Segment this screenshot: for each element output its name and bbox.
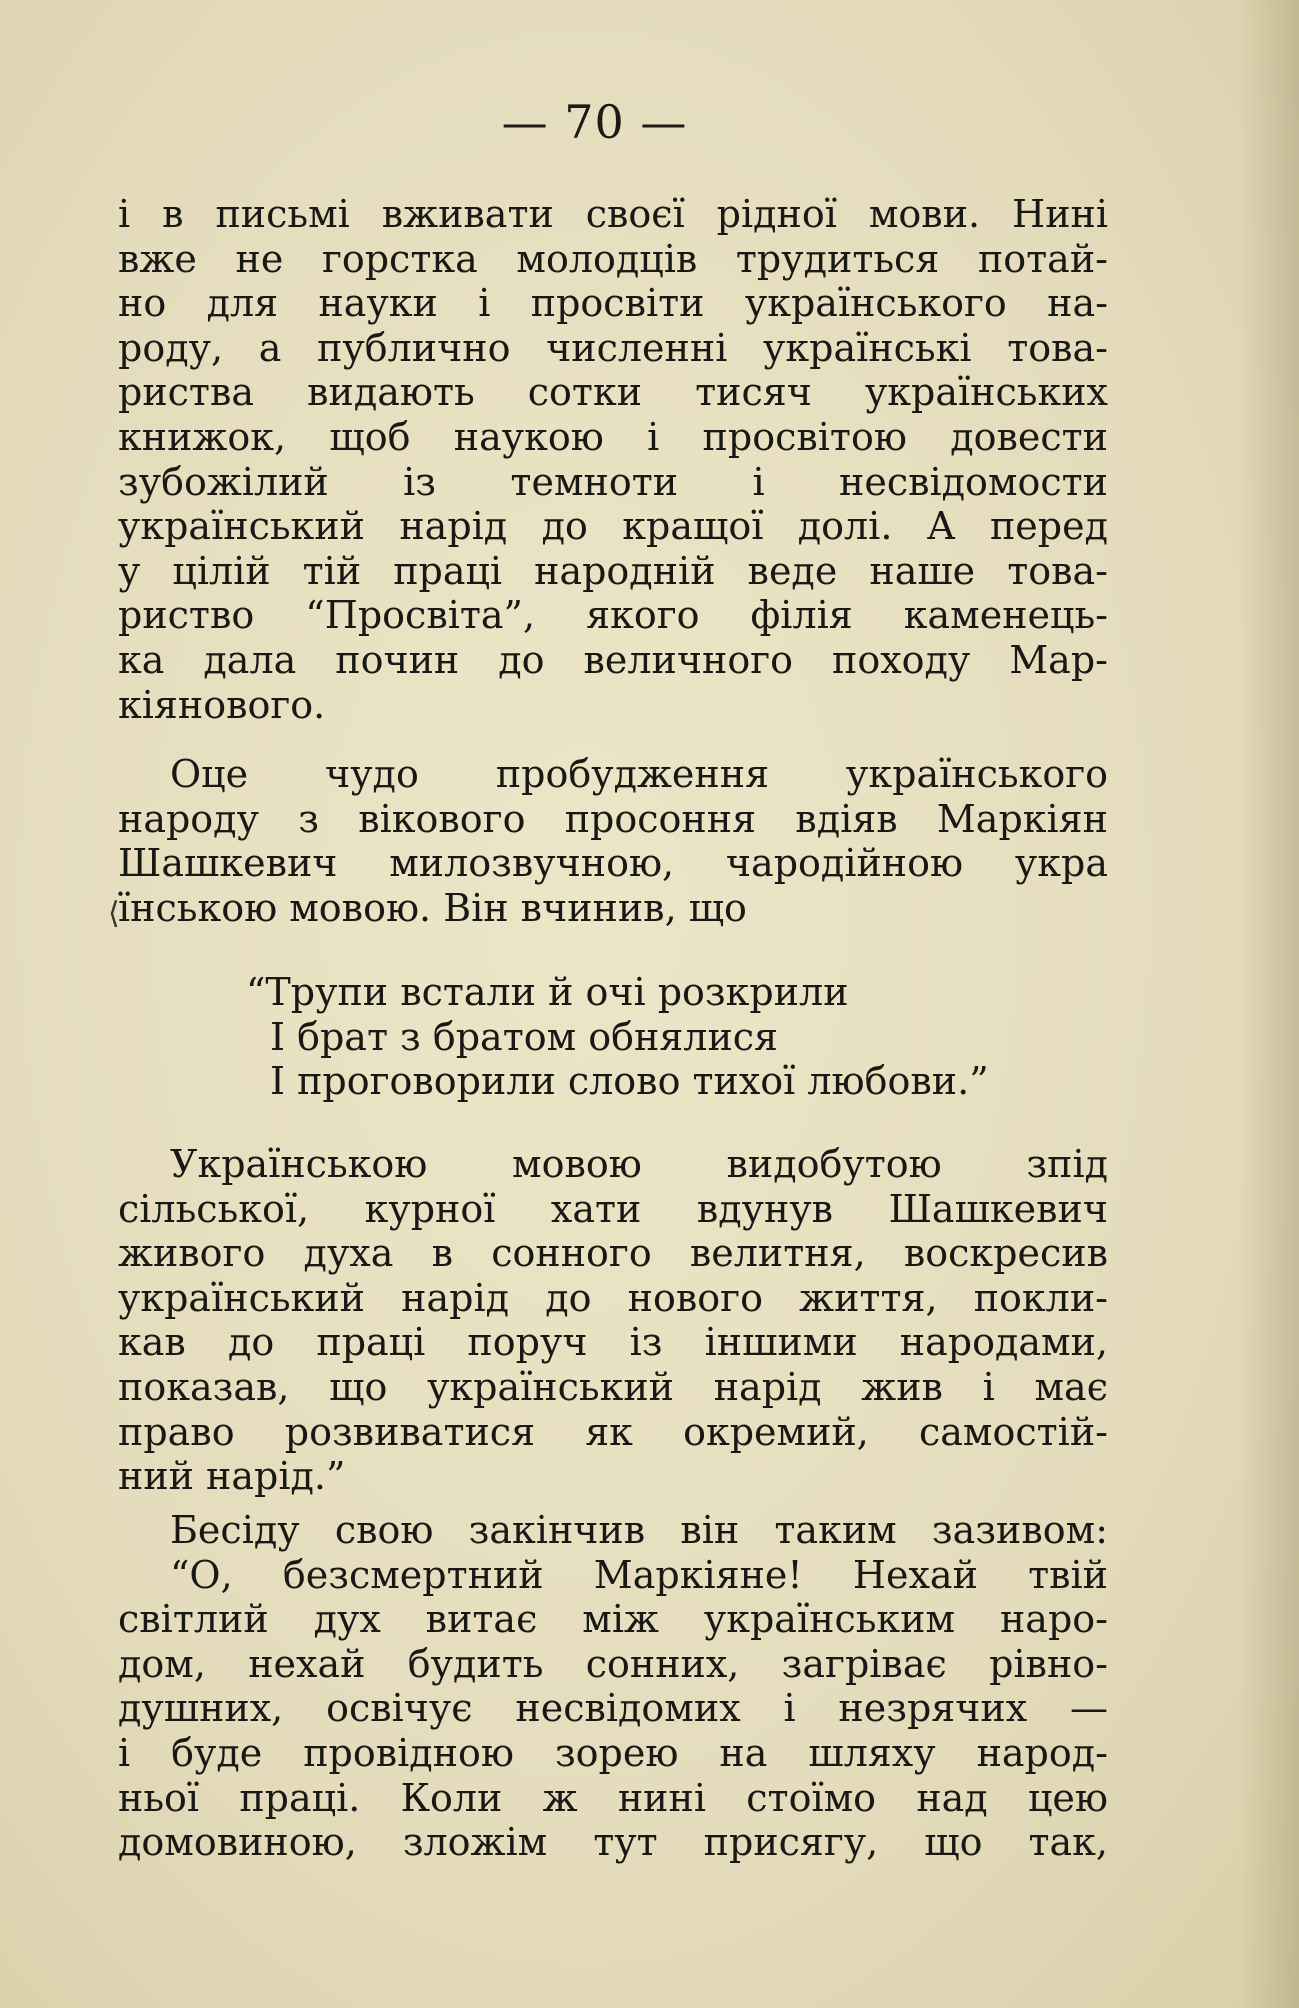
verse-line: “Трупи встали й очі розкрили <box>246 970 849 1014</box>
paragraph-3 <box>118 1142 1108 1499</box>
text-line: право розвиватися як окремий, самостій- <box>118 1409 1108 1454</box>
text-line: кав до праці поруч із іншими народами, <box>118 1320 1108 1365</box>
verse-line: І проговорили слово тихої любови.” <box>270 1059 989 1104</box>
text-line: ний нарід.” <box>118 1454 346 1499</box>
text-line: ньої праці. Коли ж нині стоїмо над цею <box>118 1775 1108 1820</box>
text-line: риства видають сотки тисяч українських <box>118 370 1108 415</box>
text-line: Бесіду свою закінчив він таким зазивом: <box>170 1508 1108 1552</box>
paragraph-2 <box>118 752 1108 930</box>
text-line: риство “Просвіта”, якого філія каменець- <box>118 593 1108 638</box>
margin-mark: ⟨ <box>108 896 120 931</box>
text-line: Оце чудо пробудження українського <box>170 752 1108 796</box>
text-line: і в письмі вживати своєї рідної мови. Нині <box>118 192 1108 236</box>
text-line: ка дала почин до величного походу Мар- <box>118 637 1108 682</box>
text-line: Шашкевич милозвучною, чародійною укра <box>118 841 1108 886</box>
text-line: живого духа в сонного велитня, воскресив <box>118 1231 1108 1276</box>
text-line: їнською мовою. Він вчинив, що <box>118 885 747 930</box>
text-line: вже не горстка молодців трудиться потай- <box>118 236 1108 281</box>
text-line: роду, а публично численні українські това- <box>118 325 1108 370</box>
text-line: сільської, курної хати вдунув Шашкевич <box>118 1186 1108 1231</box>
text-line: зубожілий із темноти і несвідомости <box>118 459 1108 504</box>
text-line: народу з вікового просоння вдіяв Маркіян <box>118 796 1108 841</box>
text-line: книжок, щоб наукою і просвітою довести <box>118 414 1108 459</box>
paragraph-1 <box>118 192 1108 727</box>
text-line: Українською мовою видобутою зпід <box>170 1142 1108 1186</box>
text-line: домовиною, зложім тут присягу, що так, <box>118 1820 1108 1865</box>
text-line: і буде провідною зорею на шляху народ- <box>118 1730 1108 1775</box>
text-line: душних, освічує несвідомих і незрячих — <box>118 1686 1108 1731</box>
text-line: дом, нехай будить сонних, загріває рівно- <box>118 1641 1108 1686</box>
text-line: “О, безсмертний Маркіяне! Нехай твій <box>170 1552 1108 1597</box>
text-line: у цілій тій праці народній веде наше това- <box>118 548 1108 593</box>
text-line: світлий дух витає між українським наро- <box>118 1597 1108 1642</box>
text-line: показав, що український нарід жив і має <box>118 1364 1108 1409</box>
text-line: кіянового. <box>118 682 326 727</box>
text-line: український нарід до нового життя, покли- <box>118 1275 1108 1320</box>
text-line: український нарід до кращої долі. А перед <box>118 504 1108 549</box>
verse-quote <box>118 970 1108 1104</box>
text-line: но для науки і просвіти українського на- <box>118 281 1108 326</box>
paragraph-4 <box>118 1508 1108 1865</box>
verse-line: І брат з братом обнялися <box>270 1014 779 1059</box>
page-number: — 70 — <box>501 95 688 149</box>
